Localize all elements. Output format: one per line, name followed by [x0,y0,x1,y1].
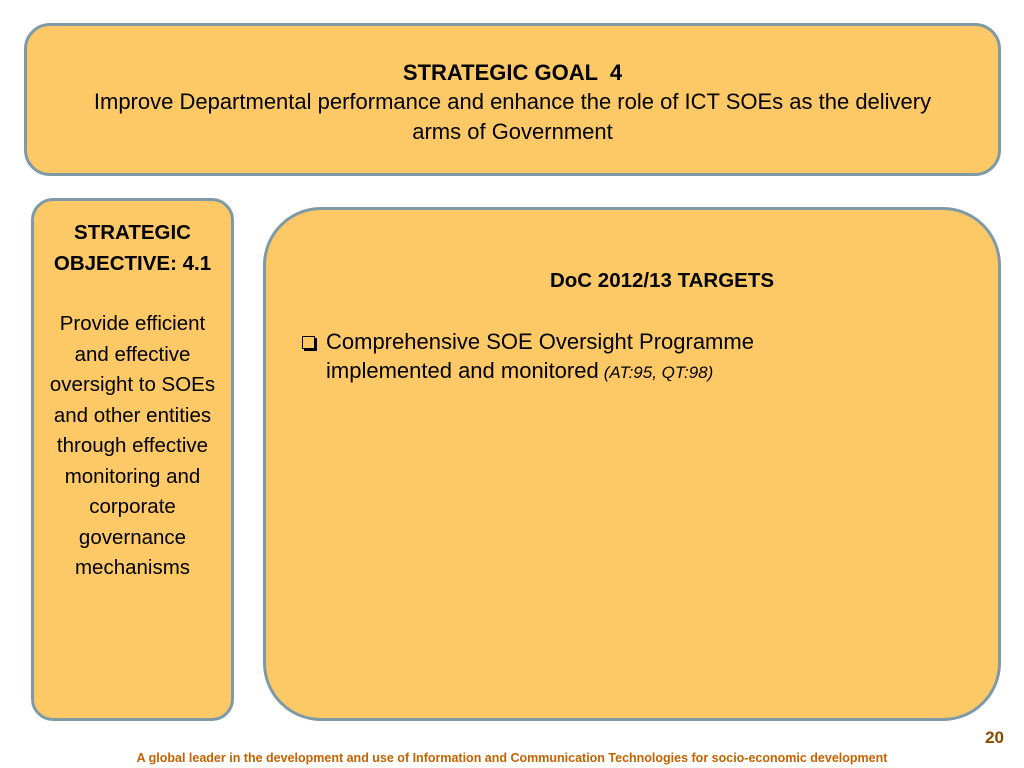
checkbox-bullet-icon [302,336,315,349]
strategic-goal-box [24,23,1001,176]
target-item-note: (AT:95, QT:98) [603,363,714,382]
footer-tagline: A global leader in the development and use of Information and Communication Technologies for socio-economic development [136,751,888,765]
targets-title: DoC 2012/13 TARGETS [549,269,775,292]
page-number: 20 [985,728,1004,747]
strategic-objective-box [31,198,234,721]
target-item-text: Comprehensive SOE Oversight Programme implemented and monitored [326,329,754,383]
targets-box [263,207,1001,721]
target-list-item [302,327,862,387]
strategic-objective-title: STRATEGIC OBJECTIVE: 4.1 [53,221,212,275]
strategic-objective-text: Provide efficient and effective oversight to SOEs and other entities through effective monitoring and corporate governance mechanisms [49,312,216,579]
strategic-goal-title: STRATEGIC GOAL 4 [402,60,623,85]
strategic-goal-text: Improve Departmental performance and enhance the role of ICT SOEs as the delivery arms of Government [93,89,932,144]
target-item-text-wrapper [326,327,862,387]
